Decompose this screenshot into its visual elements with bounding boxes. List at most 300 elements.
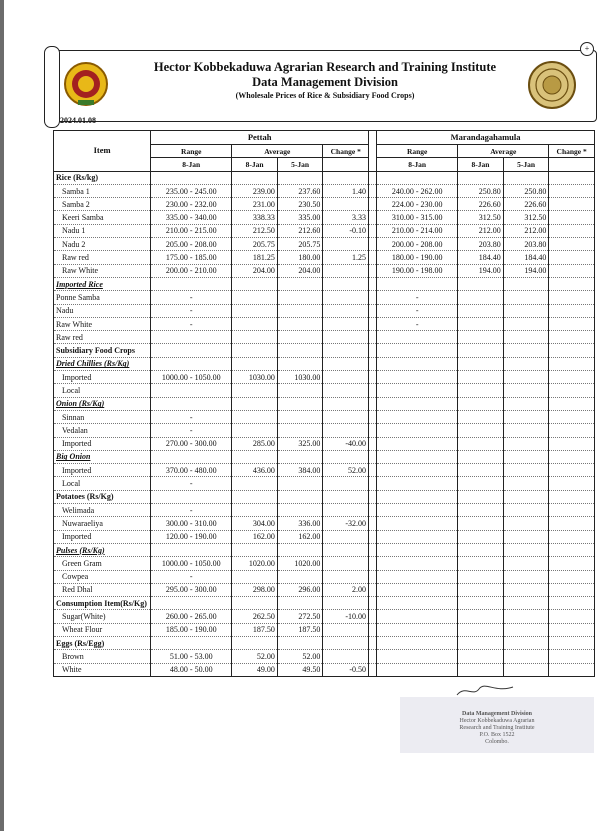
change-cell bbox=[323, 570, 369, 583]
item-cell: Subsidiary Food Crops bbox=[54, 344, 151, 357]
scroll-curl-right: + bbox=[580, 42, 594, 56]
item-cell: Samba 2 bbox=[54, 198, 151, 211]
column-gap bbox=[369, 437, 377, 450]
average-previous-cell bbox=[503, 397, 549, 410]
change-cell bbox=[549, 211, 595, 224]
change-cell bbox=[549, 517, 595, 530]
range-cell: 310.00 - 315.00 bbox=[377, 211, 458, 224]
item-cell: Imported Rice bbox=[54, 277, 151, 290]
column-gap bbox=[369, 504, 377, 517]
range-high: 50.00 bbox=[194, 665, 213, 675]
change-cell bbox=[549, 583, 595, 596]
change-cell bbox=[549, 610, 595, 623]
average-previous-cell: 226.60 bbox=[503, 198, 549, 211]
range-low: 240.00 bbox=[391, 186, 414, 196]
item-cell: Brown bbox=[54, 650, 151, 663]
average-current-cell bbox=[458, 424, 504, 437]
table-row bbox=[54, 583, 595, 596]
column-gap bbox=[369, 131, 377, 172]
section-heading-row bbox=[54, 636, 595, 649]
average-previous-cell bbox=[503, 371, 549, 384]
average-previous-cell: 204.00 bbox=[277, 264, 323, 277]
change-cell bbox=[323, 504, 369, 517]
item-cell: Pulses (Rs/Kg) bbox=[54, 543, 151, 556]
range-high: 190.00 bbox=[194, 532, 217, 542]
change-cell bbox=[549, 636, 595, 649]
range-high: 300.00 bbox=[194, 585, 217, 595]
average-previous-cell bbox=[503, 304, 549, 317]
range-high: 215.00 bbox=[194, 226, 217, 236]
table-row bbox=[54, 464, 595, 477]
average-previous-cell bbox=[503, 450, 549, 463]
column-gap bbox=[369, 477, 377, 490]
average-current-cell bbox=[458, 277, 504, 290]
range-low: 200.00 bbox=[165, 266, 188, 276]
column-gap bbox=[369, 211, 377, 224]
official-stamp bbox=[400, 697, 594, 753]
change-cell bbox=[323, 277, 369, 290]
range-cell bbox=[151, 171, 232, 184]
average-current-cell: 262.50 bbox=[232, 610, 278, 623]
range-high: 262.00 bbox=[420, 186, 443, 196]
average-previous-cell bbox=[503, 477, 549, 490]
column-gap bbox=[369, 650, 377, 663]
range-cell bbox=[377, 543, 458, 556]
change-cell: -40.00 bbox=[323, 437, 369, 450]
table-row bbox=[54, 251, 595, 264]
item-cell: Sugar(White) bbox=[54, 610, 151, 623]
section-heading-row bbox=[54, 397, 595, 410]
change-cell bbox=[323, 636, 369, 649]
range-cell bbox=[377, 477, 458, 490]
range-cell bbox=[377, 530, 458, 543]
table-row bbox=[54, 570, 595, 583]
column-gap bbox=[369, 557, 377, 570]
item-cell: Nadu 1 bbox=[54, 224, 151, 237]
average-previous-cell bbox=[277, 331, 323, 344]
change-cell: -10.00 bbox=[323, 610, 369, 623]
change-cell bbox=[323, 410, 369, 423]
item-cell: Imported bbox=[54, 371, 151, 384]
range-high: 245.00 bbox=[194, 186, 217, 196]
average-previous-cell: 194.00 bbox=[503, 264, 549, 277]
stamp-line-3: Research and Training Institute bbox=[459, 725, 535, 731]
range-cell: 260.00 - 265.00 bbox=[151, 610, 232, 623]
average-current-cell bbox=[232, 291, 278, 304]
range-cell bbox=[151, 357, 232, 370]
item-cell: Wheat Flour bbox=[54, 623, 151, 636]
change-cell bbox=[323, 557, 369, 570]
range-cell bbox=[377, 583, 458, 596]
change-cell bbox=[549, 277, 595, 290]
average-previous-cell: 250.80 bbox=[503, 184, 549, 197]
average-previous-cell bbox=[503, 504, 549, 517]
range-cell bbox=[151, 384, 232, 397]
range-low: 48.00 bbox=[169, 665, 188, 675]
range-cell: 235.00 - 245.00 bbox=[151, 184, 232, 197]
change-cell bbox=[323, 331, 369, 344]
header-date-current: 8-Jan bbox=[458, 158, 504, 171]
range-low: 260.00 bbox=[165, 612, 188, 622]
range-cell: - bbox=[151, 504, 232, 517]
column-gap bbox=[369, 490, 377, 503]
column-gap bbox=[369, 277, 377, 290]
average-current-cell: 212.00 bbox=[458, 224, 504, 237]
range-cell: 210.00 - 215.00 bbox=[151, 224, 232, 237]
item-cell: Local bbox=[54, 477, 151, 490]
range-cell bbox=[377, 450, 458, 463]
average-previous-cell: 180.00 bbox=[277, 251, 323, 264]
change-cell bbox=[323, 477, 369, 490]
average-previous-cell bbox=[277, 277, 323, 290]
range-cell: 295.00 - 300.00 bbox=[151, 583, 232, 596]
item-cell: Imported bbox=[54, 530, 151, 543]
item-cell: Dried Chillies (Rs/Kg) bbox=[54, 357, 151, 370]
range-cell: 240.00 - 262.00 bbox=[377, 184, 458, 197]
item-cell: Red Dhal bbox=[54, 583, 151, 596]
range-cell bbox=[377, 357, 458, 370]
range-cell: - bbox=[151, 424, 232, 437]
range-cell bbox=[377, 663, 458, 676]
range-low: 175.00 bbox=[165, 253, 188, 263]
item-cell: Welimada bbox=[54, 504, 151, 517]
item-cell: Onion (Rs/Kg) bbox=[54, 397, 151, 410]
average-current-cell: 226.60 bbox=[458, 198, 504, 211]
change-cell bbox=[549, 198, 595, 211]
change-cell bbox=[323, 291, 369, 304]
average-previous-cell: 187.50 bbox=[277, 623, 323, 636]
section-heading-row bbox=[54, 543, 595, 556]
average-previous-cell bbox=[503, 610, 549, 623]
item-cell: Big Onion bbox=[54, 450, 151, 463]
average-previous-cell bbox=[503, 557, 549, 570]
average-previous-cell: 1020.00 bbox=[277, 557, 323, 570]
range-cell bbox=[377, 410, 458, 423]
average-previous-cell: 52.00 bbox=[277, 650, 323, 663]
range-cell bbox=[377, 384, 458, 397]
average-current-cell bbox=[232, 304, 278, 317]
range-cell bbox=[377, 623, 458, 636]
range-cell bbox=[377, 277, 458, 290]
range-cell bbox=[377, 397, 458, 410]
section-heading-row bbox=[54, 597, 595, 610]
section-heading-row bbox=[54, 171, 595, 184]
range-cell bbox=[377, 517, 458, 530]
average-current-cell bbox=[232, 410, 278, 423]
range-cell: 270.00 - 300.00 bbox=[151, 437, 232, 450]
table-row bbox=[54, 238, 595, 251]
report-date: 2024.01.08 bbox=[60, 116, 96, 125]
item-cell: Nuwaraeliya bbox=[54, 517, 151, 530]
change-cell: -0.10 bbox=[323, 224, 369, 237]
average-current-cell bbox=[232, 357, 278, 370]
item-cell: White bbox=[54, 663, 151, 676]
range-high: 1050.00 bbox=[194, 372, 221, 382]
average-current-cell: 204.00 bbox=[232, 264, 278, 277]
table-row bbox=[54, 384, 595, 397]
average-previous-cell bbox=[277, 424, 323, 437]
average-previous-cell bbox=[277, 450, 323, 463]
average-previous-cell: 325.00 bbox=[277, 437, 323, 450]
average-current-cell bbox=[458, 650, 504, 663]
table-row bbox=[54, 224, 595, 237]
average-previous-cell: 49.50 bbox=[277, 663, 323, 676]
average-previous-cell bbox=[503, 464, 549, 477]
change-cell bbox=[549, 291, 595, 304]
range-cell bbox=[377, 424, 458, 437]
item-cell: Cowpea bbox=[54, 570, 151, 583]
range-cell bbox=[151, 397, 232, 410]
average-previous-cell bbox=[277, 344, 323, 357]
range-high: 185.00 bbox=[194, 253, 217, 263]
column-gap bbox=[369, 317, 377, 330]
range-cell bbox=[151, 490, 232, 503]
header-range: Range bbox=[151, 145, 232, 158]
change-cell bbox=[549, 450, 595, 463]
average-current-cell bbox=[232, 490, 278, 503]
average-previous-cell: 1030.00 bbox=[277, 371, 323, 384]
change-cell bbox=[323, 344, 369, 357]
average-previous-cell bbox=[277, 171, 323, 184]
item-cell: Raw White bbox=[54, 264, 151, 277]
column-gap bbox=[369, 530, 377, 543]
header-date-current: 8-Jan bbox=[232, 158, 278, 171]
range-high: 310.00 bbox=[194, 518, 217, 528]
change-cell bbox=[323, 623, 369, 636]
change-cell bbox=[323, 238, 369, 251]
average-previous-cell bbox=[277, 636, 323, 649]
price-table-body bbox=[54, 171, 595, 676]
change-cell bbox=[549, 357, 595, 370]
item-cell: Ponne Samba bbox=[54, 291, 151, 304]
table-row bbox=[54, 264, 595, 277]
average-previous-cell bbox=[503, 597, 549, 610]
change-cell bbox=[549, 464, 595, 477]
range-low: 370.00 bbox=[165, 465, 188, 475]
change-cell bbox=[323, 397, 369, 410]
item-cell: Potatoes (Rs/Kg) bbox=[54, 490, 151, 503]
range-high: 340.00 bbox=[194, 213, 217, 223]
average-current-cell bbox=[458, 384, 504, 397]
average-current-cell: 205.75 bbox=[232, 238, 278, 251]
range-cell: - bbox=[151, 410, 232, 423]
average-current-cell bbox=[232, 570, 278, 583]
change-cell bbox=[323, 543, 369, 556]
table-row bbox=[54, 610, 595, 623]
table-row bbox=[54, 530, 595, 543]
average-current-cell: 1020.00 bbox=[232, 557, 278, 570]
range-cell bbox=[377, 344, 458, 357]
item-cell: Sinnan bbox=[54, 410, 151, 423]
range-cell bbox=[377, 437, 458, 450]
average-current-cell bbox=[458, 304, 504, 317]
change-cell bbox=[549, 224, 595, 237]
column-gap bbox=[369, 331, 377, 344]
average-previous-cell: 184.40 bbox=[503, 251, 549, 264]
average-current-cell bbox=[232, 277, 278, 290]
range-cell: 200.00 - 210.00 bbox=[151, 264, 232, 277]
column-gap bbox=[369, 371, 377, 384]
division-title: Data Management Division bbox=[252, 75, 398, 89]
average-previous-cell bbox=[503, 384, 549, 397]
table-row bbox=[54, 437, 595, 450]
change-cell: 3.33 bbox=[323, 211, 369, 224]
range-cell: - bbox=[377, 317, 458, 330]
item-cell: Raw White bbox=[54, 317, 151, 330]
range-high: 198.00 bbox=[420, 266, 443, 276]
column-gap bbox=[369, 570, 377, 583]
range-cell: 210.00 - 214.00 bbox=[377, 224, 458, 237]
range-high: 214.00 bbox=[420, 226, 443, 236]
range-cell: 48.00 - 50.00 bbox=[151, 663, 232, 676]
sri-lanka-emblem-icon bbox=[63, 60, 109, 108]
range-cell: 300.00 - 310.00 bbox=[151, 517, 232, 530]
range-high: 300.00 bbox=[194, 439, 217, 449]
range-cell bbox=[151, 450, 232, 463]
average-current-cell bbox=[458, 450, 504, 463]
price-table-container bbox=[53, 130, 595, 677]
range-cell: 205.00 - 208.00 bbox=[151, 238, 232, 251]
change-cell bbox=[549, 384, 595, 397]
average-previous-cell bbox=[503, 291, 549, 304]
change-cell bbox=[549, 570, 595, 583]
range-cell bbox=[377, 464, 458, 477]
average-previous-cell: 230.50 bbox=[277, 198, 323, 211]
range-cell: 224.00 - 230.00 bbox=[377, 198, 458, 211]
average-current-cell bbox=[458, 397, 504, 410]
average-current-cell bbox=[232, 397, 278, 410]
table-row bbox=[54, 623, 595, 636]
report-subtitle: (Wholesale Prices of Rice & Subsidiary Food Crops) bbox=[235, 91, 415, 100]
average-previous-cell: 203.80 bbox=[503, 238, 549, 251]
range-cell bbox=[151, 277, 232, 290]
column-gap bbox=[369, 238, 377, 251]
change-cell bbox=[323, 597, 369, 610]
range-cell bbox=[151, 543, 232, 556]
range-cell bbox=[377, 597, 458, 610]
change-cell bbox=[549, 317, 595, 330]
scroll-curl-left bbox=[44, 46, 60, 128]
range-cell bbox=[377, 557, 458, 570]
range-low: 205.00 bbox=[165, 239, 188, 249]
column-gap bbox=[369, 663, 377, 676]
range-cell: - bbox=[151, 317, 232, 330]
range-high: 208.00 bbox=[194, 239, 217, 249]
range-low: 335.00 bbox=[165, 213, 188, 223]
header-change-blank bbox=[549, 158, 595, 171]
change-cell: 1.40 bbox=[323, 184, 369, 197]
column-gap bbox=[369, 224, 377, 237]
range-low: 295.00 bbox=[165, 585, 188, 595]
average-previous-cell: 162.00 bbox=[277, 530, 323, 543]
range-cell bbox=[151, 597, 232, 610]
change-cell bbox=[549, 410, 595, 423]
average-previous-cell bbox=[503, 583, 549, 596]
average-current-cell bbox=[458, 331, 504, 344]
change-cell bbox=[549, 331, 595, 344]
average-current-cell bbox=[458, 490, 504, 503]
range-cell: 120.00 - 190.00 bbox=[151, 530, 232, 543]
range-low: 180.00 bbox=[391, 253, 414, 263]
average-previous-cell: 336.00 bbox=[277, 517, 323, 530]
column-gap bbox=[369, 264, 377, 277]
range-low: 1000.00 bbox=[161, 558, 188, 568]
column-gap bbox=[369, 636, 377, 649]
change-cell bbox=[549, 397, 595, 410]
column-gap bbox=[369, 291, 377, 304]
range-low: 200.00 bbox=[391, 239, 414, 249]
header-date-previous: 5-Jan bbox=[503, 158, 549, 171]
column-gap bbox=[369, 517, 377, 530]
average-current-cell bbox=[232, 504, 278, 517]
average-previous-cell bbox=[503, 650, 549, 663]
average-current-cell: 52.00 bbox=[232, 650, 278, 663]
price-table bbox=[53, 130, 595, 677]
range-cell bbox=[377, 171, 458, 184]
average-previous-cell bbox=[277, 410, 323, 423]
average-current-cell bbox=[458, 663, 504, 676]
change-cell bbox=[549, 663, 595, 676]
average-previous-cell bbox=[277, 504, 323, 517]
change-cell bbox=[323, 490, 369, 503]
column-gap bbox=[369, 424, 377, 437]
average-previous-cell: 272.50 bbox=[277, 610, 323, 623]
change-cell bbox=[323, 317, 369, 330]
range-cell bbox=[151, 344, 232, 357]
column-gap bbox=[369, 397, 377, 410]
average-previous-cell bbox=[277, 543, 323, 556]
average-current-cell bbox=[232, 424, 278, 437]
column-gap bbox=[369, 304, 377, 317]
change-cell: 2.00 bbox=[323, 583, 369, 596]
range-cell: 190.00 - 198.00 bbox=[377, 264, 458, 277]
average-current-cell bbox=[232, 597, 278, 610]
average-previous-cell bbox=[503, 437, 549, 450]
section-heading-row bbox=[54, 450, 595, 463]
item-cell: Rice (Rs/kg) bbox=[54, 171, 151, 184]
average-current-cell: 184.40 bbox=[458, 251, 504, 264]
range-high: 315.00 bbox=[420, 213, 443, 223]
average-current-cell: 49.00 bbox=[232, 663, 278, 676]
range-cell: 180.00 - 190.00 bbox=[377, 251, 458, 264]
range-cell bbox=[377, 570, 458, 583]
average-previous-cell: 212.60 bbox=[277, 224, 323, 237]
average-previous-cell bbox=[277, 317, 323, 330]
range-low: 190.00 bbox=[391, 266, 414, 276]
change-cell bbox=[549, 477, 595, 490]
change-cell bbox=[549, 304, 595, 317]
change-cell bbox=[549, 171, 595, 184]
range-high: 210.00 bbox=[194, 266, 217, 276]
average-previous-cell bbox=[503, 517, 549, 530]
range-low: 310.00 bbox=[391, 213, 414, 223]
average-current-cell bbox=[458, 583, 504, 596]
average-previous-cell: 296.00 bbox=[277, 583, 323, 596]
range-high: 265.00 bbox=[194, 612, 217, 622]
average-current-cell: 338.33 bbox=[232, 211, 278, 224]
range-cell: 200.00 - 208.00 bbox=[377, 238, 458, 251]
average-current-cell: 298.00 bbox=[232, 583, 278, 596]
table-row bbox=[54, 650, 595, 663]
column-gap bbox=[369, 384, 377, 397]
range-cell: 1000.00 - 1050.00 bbox=[151, 557, 232, 570]
change-cell bbox=[549, 344, 595, 357]
column-gap bbox=[369, 184, 377, 197]
change-cell bbox=[549, 437, 595, 450]
range-low: 300.00 bbox=[165, 518, 188, 528]
change-cell bbox=[549, 650, 595, 663]
average-previous-cell bbox=[503, 663, 549, 676]
